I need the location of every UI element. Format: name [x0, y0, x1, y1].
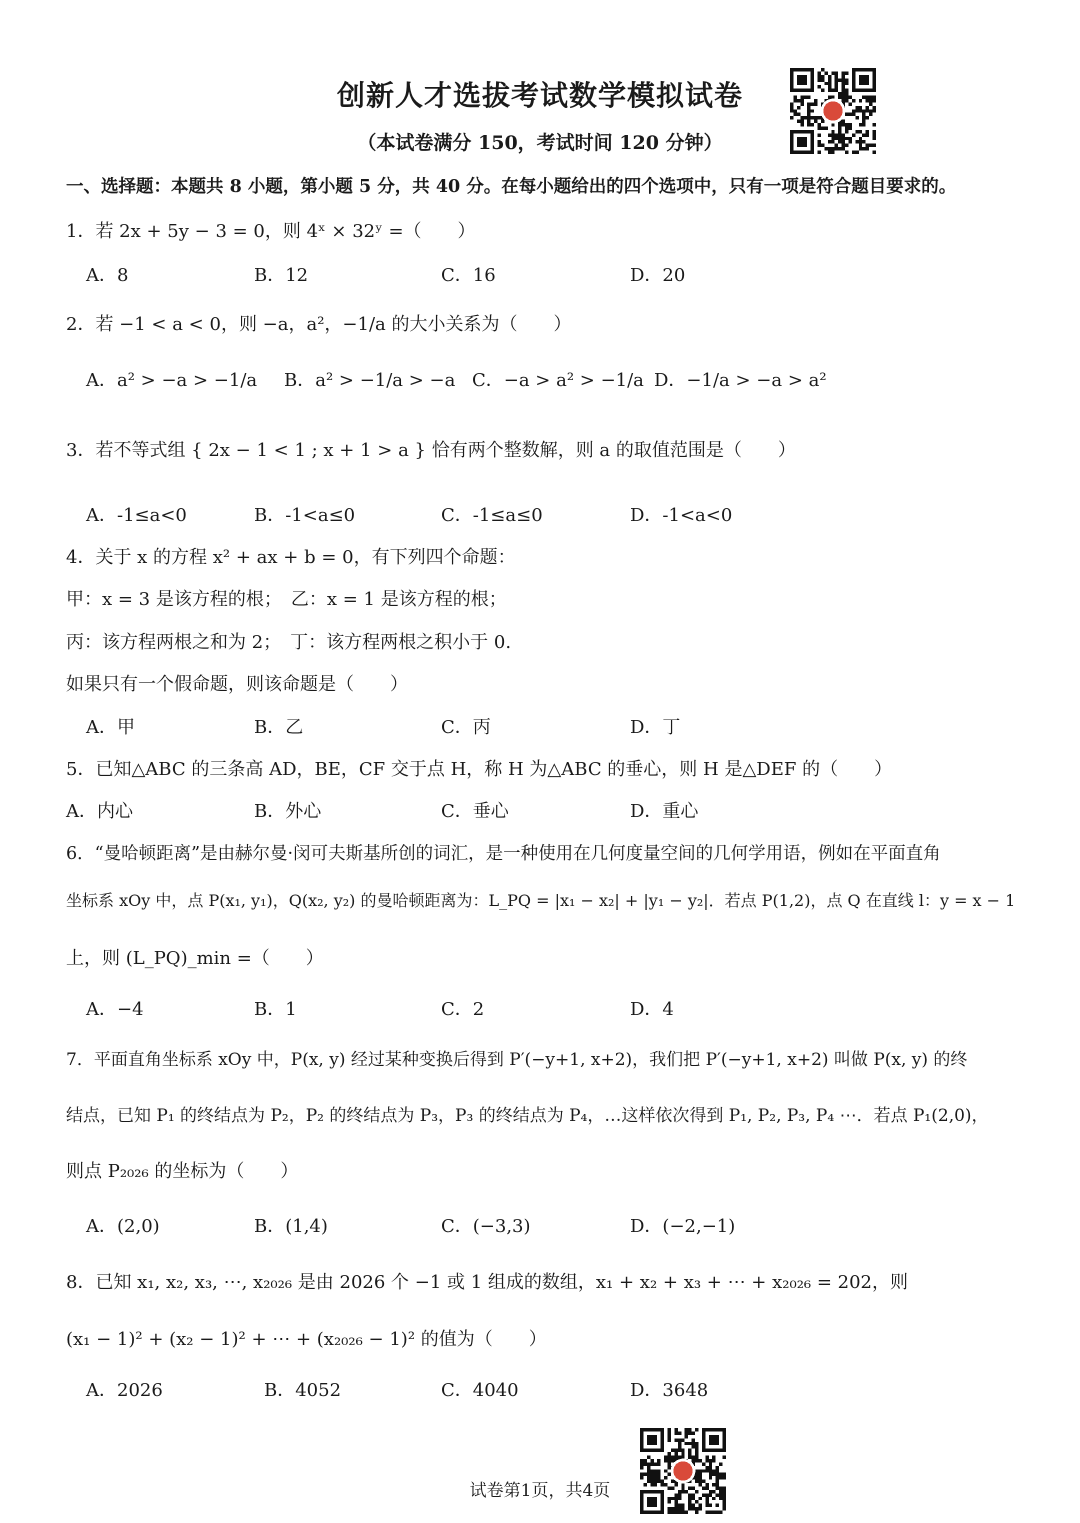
q7-option-d: D．(−2,−1)	[630, 1216, 736, 1237]
question-3-stem: 3．若不等式组 { 2x − 1 < 1 ; x + 1 > a } 恰有两个整数解，则 a 的取值范围是（ ）	[66, 440, 796, 461]
q5-option-a: A．内心	[66, 801, 133, 822]
q4-option-b: B．乙	[254, 717, 304, 738]
q4-option-d: D．丁	[630, 717, 681, 738]
section-heading: 一、选择题：本题共 8 小题，第小题 5 分，共 40 分。在每小题给出的四个选项中，只有一项是符合题目要求的。	[66, 177, 957, 197]
q7-option-a: A．(2,0)	[86, 1216, 160, 1237]
q1-option-d: D．20	[630, 265, 686, 286]
q3-option-b: B．-1<a≤0	[254, 505, 356, 526]
q2-option-b: B．a² > −1/a > −a	[284, 370, 456, 391]
question-6-stem: 6．“曼哈顿距离”是由赫尔曼·闵可夫斯基所创的词汇，是一种使用在几何度量空间的几何学用语，例如在平面直角	[66, 844, 941, 864]
question-6-formula: 坐标系 xOy 中，点 P(x₁, y₁)，Q(x₂, y₂) 的曼哈顿距离为：L_PQ = |x₁ − x₂| + |y₁ − y₂|．若点 P(1,2)，点 Q 在直线 l：y = x − 1	[66, 891, 1016, 910]
question-4-statement-1: 甲：x = 3 是该方程的根； 乙：x = 1 是该方程的根；	[66, 589, 507, 610]
question-4-stem: 4．关于 x 的方程 x² + ax + b = 0，有下列四个命题：	[66, 547, 516, 568]
q1-option-c: C．16	[441, 265, 496, 286]
question-8-expression: (x₁ − 1)² + (x₂ − 1)² + ⋯ + (x₂₀₂₆ − 1)² 的值为（ ）	[66, 1329, 547, 1350]
question-7-prompt: 则点 P₂₀₂₆ 的坐标为（ ）	[66, 1161, 299, 1182]
page-title: 创新人才选拔考试数学模拟试卷	[336, 79, 743, 112]
question-1-stem: 1．若 2x + 5y − 3 = 0，则 4ˣ × 32ʸ =（ ）	[66, 221, 476, 242]
q3-option-d: D．-1<a<0	[630, 505, 733, 526]
q2-option-c: C．−a > a² > −1/a	[472, 370, 644, 391]
q4-option-c: C．丙	[441, 717, 491, 738]
page-footer: 试卷第1页，共4页	[469, 1481, 611, 1501]
question-6-prompt: 上，则 (L_PQ)_min =（ ）	[66, 948, 324, 969]
q6-option-b: B．1	[254, 999, 297, 1020]
q2-option-d: D．−1/a > −a > a²	[654, 370, 827, 391]
q7-option-b: B．(1,4)	[254, 1216, 328, 1237]
question-8-stem: 8．已知 x₁, x₂, x₃, ⋯, x₂₀₂₆ 是由 2026 个 −1 或 1 组成的数组，x₁ + x₂ + x₃ + ⋯ + x₂₀₂₆ = 202，则	[66, 1272, 909, 1293]
q6-option-d: D．4	[630, 999, 674, 1020]
q3-option-a: A．-1≤a<0	[86, 505, 187, 526]
qr-code-top	[790, 68, 876, 154]
q1-option-a: A．8	[86, 265, 129, 286]
q8-option-a: A．2026	[86, 1380, 163, 1401]
q6-option-c: C．2	[441, 999, 485, 1020]
q7-option-c: C．(−3,3)	[441, 1216, 531, 1237]
q1-option-b: B．12	[254, 265, 309, 286]
q8-option-d: D．3648	[630, 1380, 709, 1401]
q3-option-c: C．-1≤a≤0	[441, 505, 543, 526]
question-4-prompt: 如果只有一个假命题，则该命题是（ ）	[66, 674, 408, 695]
q2-option-a: A．a² > −a > −1/a	[86, 370, 258, 391]
q5-option-b: B．外心	[254, 801, 322, 822]
question-2-stem: 2．若 −1 < a < 0，则 −a，a²，−1/a 的大小关系为（ ）	[66, 314, 572, 335]
page-subtitle: （本试卷满分 150，考试时间 120 分钟）	[357, 132, 723, 154]
q8-option-c: C．4040	[441, 1380, 519, 1401]
q8-option-b: B．4052	[264, 1380, 342, 1401]
question-7-sequence: 结点，已知 P₁ 的终结点为 P₂，P₂ 的终结点为 P₃，P₃ 的终结点为 P₄，…这样依次得到 P₁, P₂, P₃, P₄ ⋯．若点 P₁(2,0)，	[66, 1106, 989, 1126]
q6-option-a: A．−4	[86, 999, 144, 1020]
question-5-stem: 5．已知△ABC 的三条高 AD，BE，CF 交于点 H，称 H 为△ABC 的垂心，则 H 是△DEF 的（ ）	[66, 759, 893, 780]
question-7-stem: 7．平面直角坐标系 xOy 中，P(x, y) 经过某种变换后得到 P′(−y+1, x+2)，我们把 P′(−y+1, x+2) 叫做 P(x, y) 的终	[66, 1050, 968, 1070]
q4-option-a: A．甲	[86, 717, 135, 738]
q5-option-d: D．重心	[630, 801, 699, 822]
q5-option-c: C．垂心	[441, 801, 509, 822]
question-4-statement-2: 丙：该方程两根之和为 2； 丁：该方程两根之积小于 0.	[66, 632, 512, 653]
qr-code-bottom	[640, 1428, 726, 1514]
